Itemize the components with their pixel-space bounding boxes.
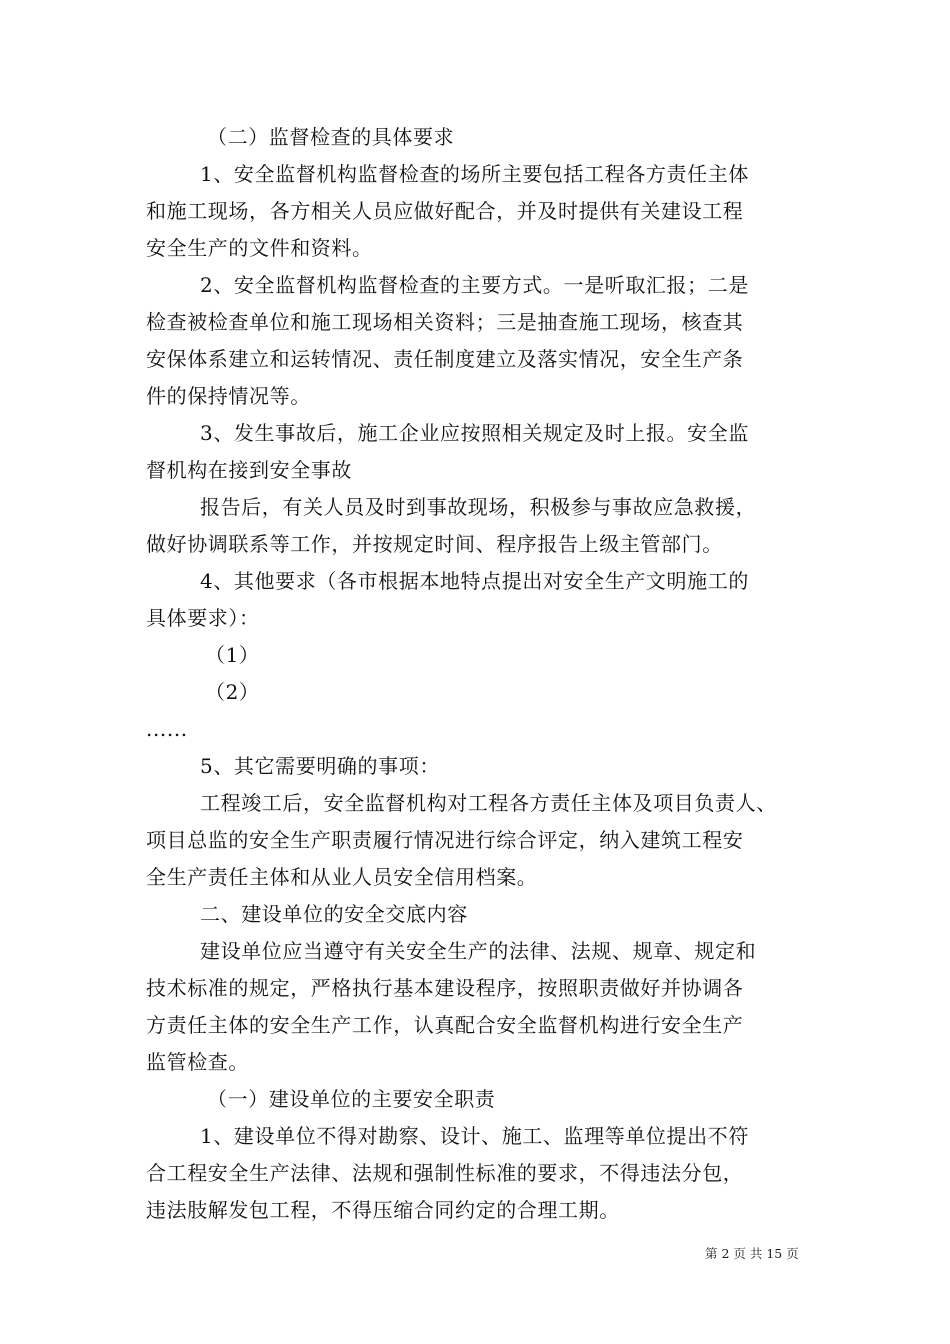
list-item-2: （2）: [205, 680, 260, 704]
ellipsis-line: ......: [146, 717, 188, 741]
section-heading-developer-safety: 二、建设单位的安全交底内容: [200, 902, 468, 926]
paragraph-line: 工程竣工后，安全监督机构对工程各方责任主体及项目负责人、: [200, 791, 777, 815]
paragraph-line: 和施工现场，各方相关人员应做好配合，并及时提供有关建设工程: [146, 199, 744, 223]
paragraph-line: 建设单位应当遵守有关安全生产的法律、法规、规章、规定和: [200, 939, 757, 963]
page-number-footer: 第 2 页 共 15 页: [705, 1246, 799, 1261]
paragraph-line: 做好协调联系等工作，并按规定时间、程序报告上级主管部门。: [146, 532, 723, 556]
paragraph-line: 报告后，有关人员及时到事故现场，积极参与事故应急救援，: [200, 495, 757, 519]
paragraph-line: 安保体系建立和运转情况、责任制度建立及落实情况，安全生产条: [146, 347, 744, 371]
paragraph-line: 具体要求）：: [146, 606, 260, 630]
paragraph-line: 1、建设单位不得对勘察、设计、施工、监理等单位提出不符: [200, 1124, 749, 1148]
paragraph-line: 件的保持情况等。: [146, 384, 311, 408]
paragraph-line: 安全生产的文件和资料。: [146, 236, 373, 260]
paragraph-line: 3、发生事故后，施工企业应按照相关规定及时上报。安全监: [200, 421, 749, 445]
section-heading-developer-duties: （一）建设单位的主要安全职责: [207, 1087, 496, 1111]
section-heading-supervision-requirements: （二）监督检查的具体要求: [207, 125, 455, 149]
paragraph-line: 违法肢解发包工程，不得压缩合同约定的合理工期。: [146, 1198, 620, 1222]
paragraph-line: 5、其它需要明确的事项：: [200, 754, 440, 778]
paragraph-line: 技术标准的规定，严格执行基本建设程序，按照职责做好并协调各: [146, 976, 744, 1000]
list-item-1: （1）: [205, 643, 260, 667]
paragraph-line: 督机构在接到安全事故: [146, 458, 352, 482]
paragraph-line: 2、安全监督机构监督检查的主要方式。一是听取汇报；二是: [200, 273, 749, 297]
paragraph-line: 检查被检查单位和施工现场相关资料；三是抽查施工现场，核查其: [146, 310, 744, 334]
paragraph-line: 合工程安全生产法律、法规和强制性标准的要求，不得违法分包，: [146, 1161, 744, 1185]
paragraph-line: 项目总监的安全生产职责履行情况进行综合评定，纳入建筑工程安: [146, 828, 744, 852]
paragraph-line: 方责任主体的安全生产工作，认真配合安全监督机构进行安全生产: [146, 1013, 744, 1037]
paragraph-line: 4、其他要求（各市根据本地特点提出对安全生产文明施工的: [200, 569, 749, 593]
paragraph-line: 1、安全监督机构监督检查的场所主要包括工程各方责任主体: [200, 162, 749, 186]
paragraph-line: 全生产责任主体和从业人员安全信用档案。: [146, 865, 538, 889]
paragraph-line: 监管检查。: [146, 1050, 249, 1074]
